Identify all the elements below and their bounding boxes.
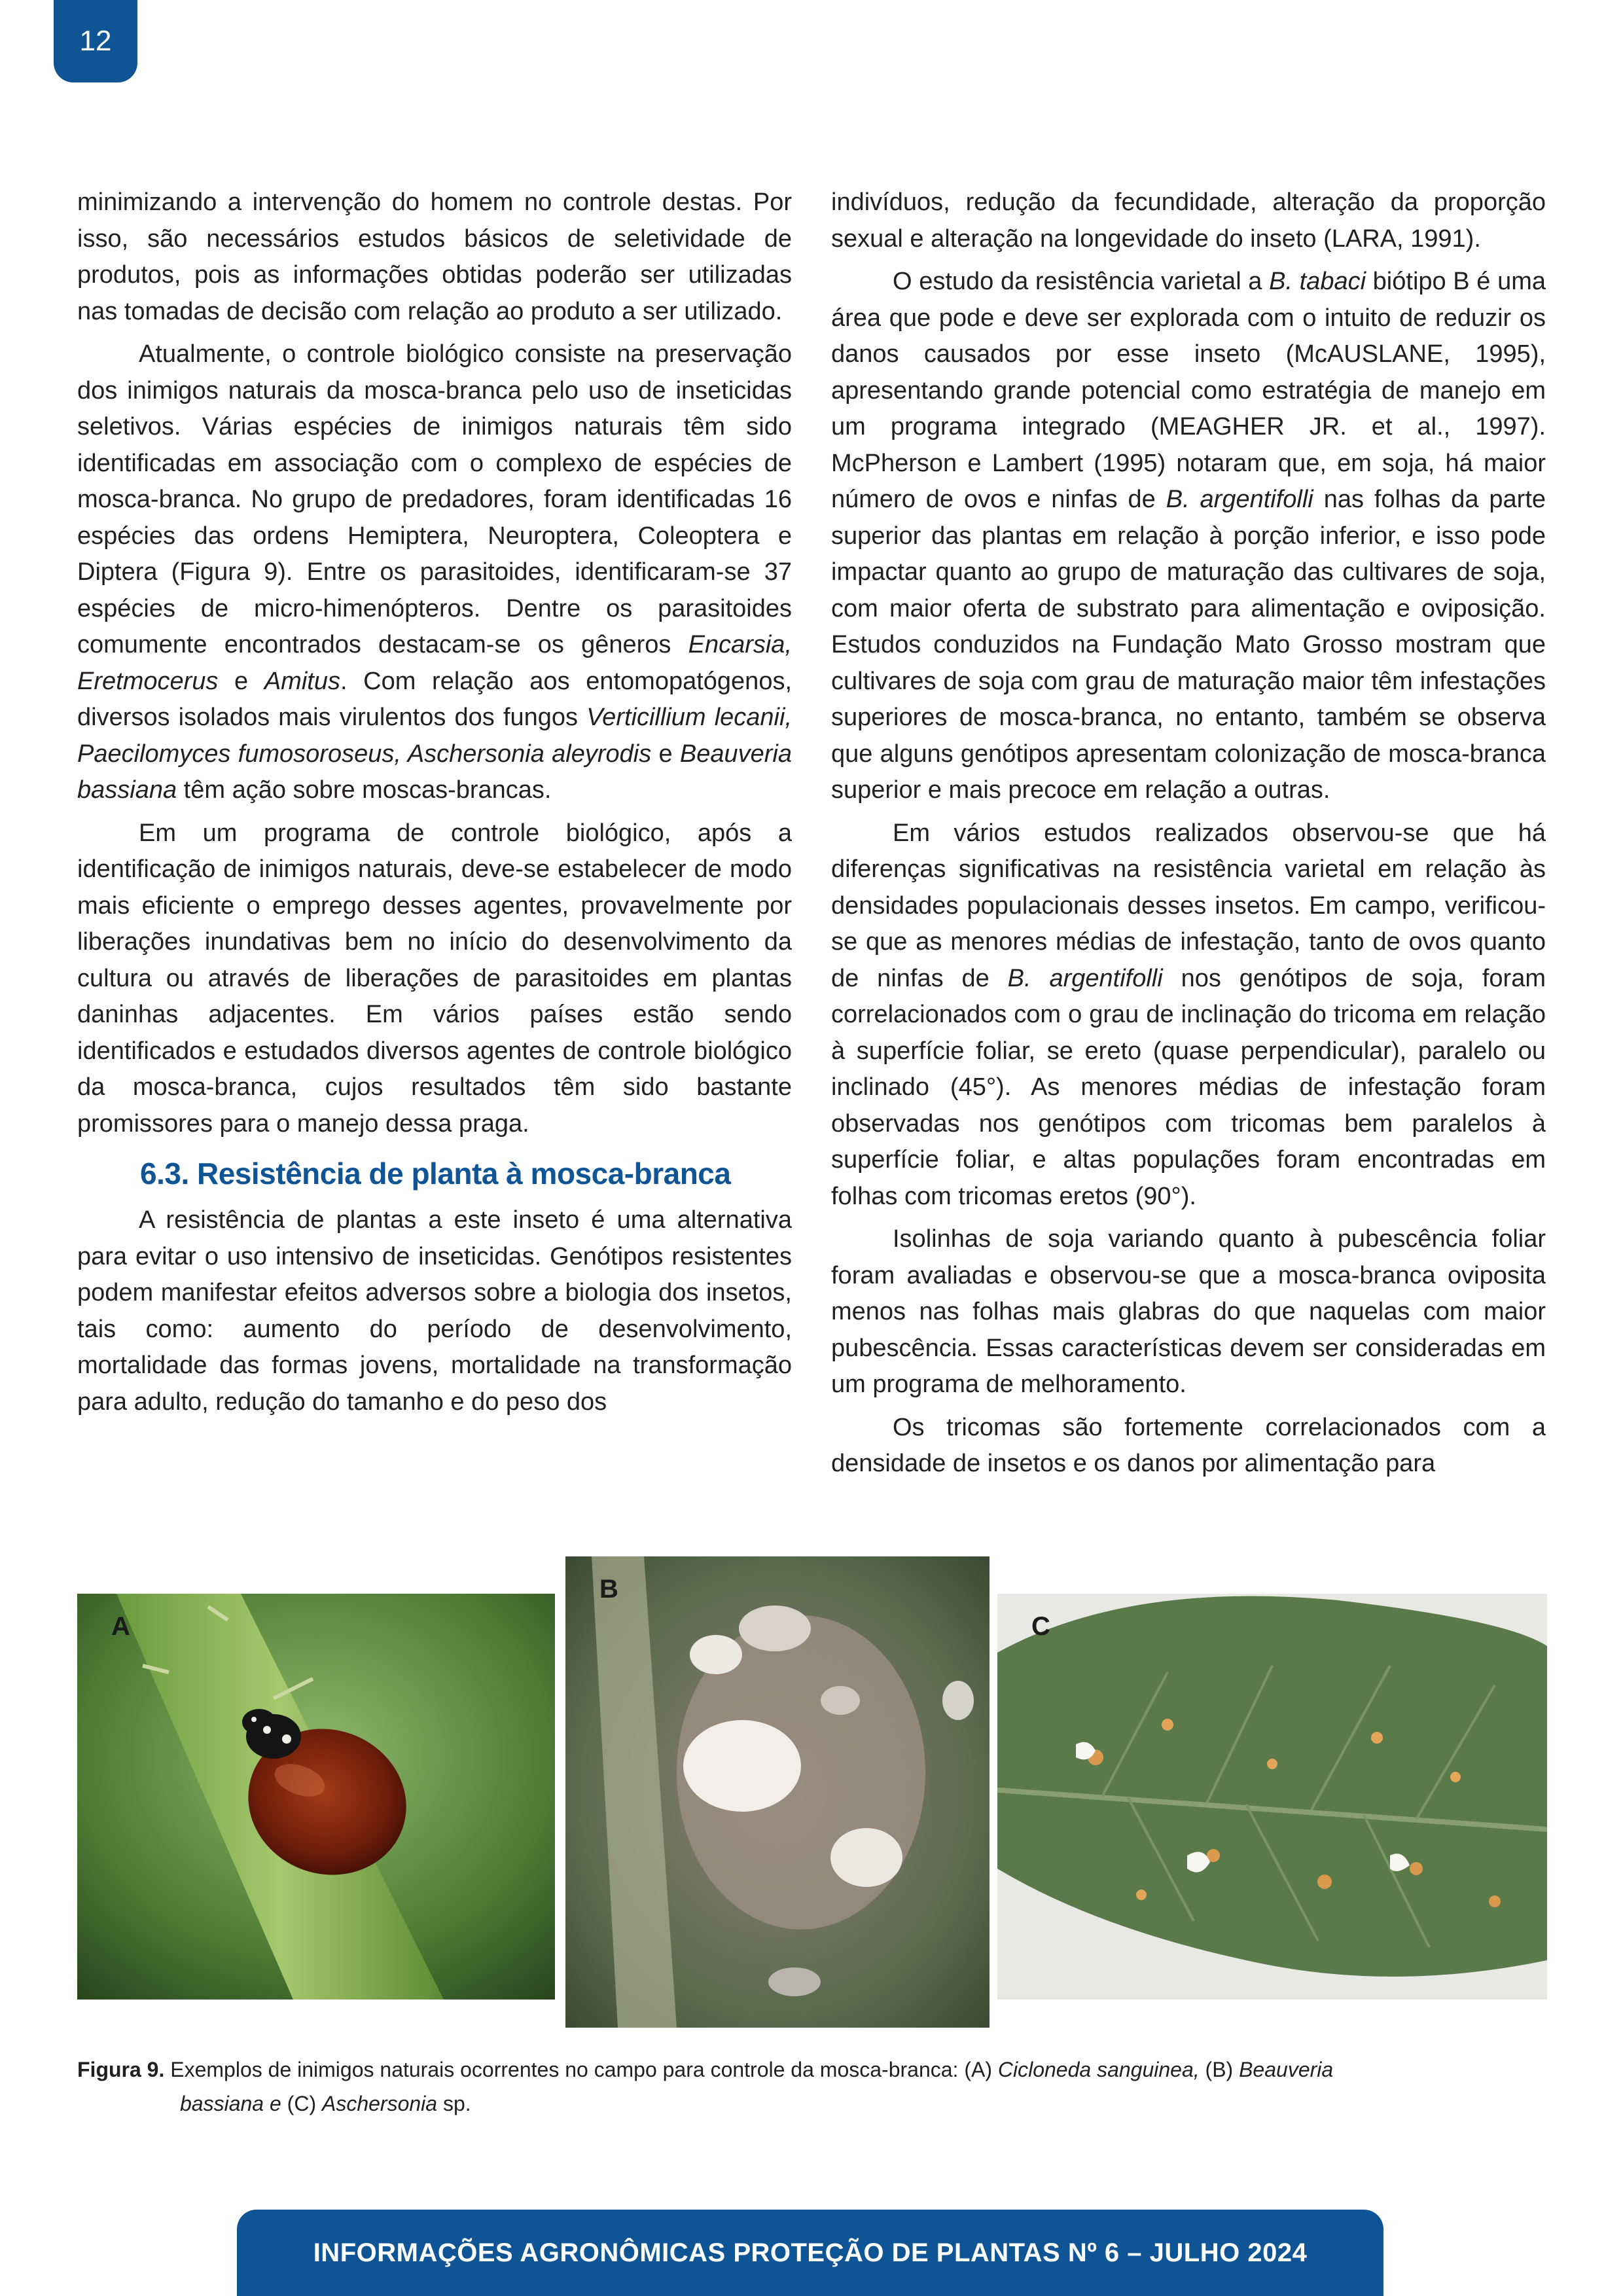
figure-label: A bbox=[111, 1612, 130, 1641]
paragraph: Em vários estudos realizados observou-se que há diferenças significativas na resistência varietal em relação às densidades populacionais desses insetos. Em campo, verificou-se que as menores médias de infestação, tanto de ovos quanto de ninfas de B. argentifolli nos genótipos de soja, foram correlacionados com o grau de inclinação do tricoma em relação à superfície foliar, se ereto (quase perpendicular), paralelo ou inclinado (45°). As menores médias de infestação foram observadas nos genótipos com tricomas bem paralelos à superfície foliar, e altas populações foram encontradas em folhas com tricomas eretos (90°). bbox=[831, 819, 1546, 1210]
paragraph: Atualmente, o controle biológico consiste na preservação dos inimigos naturais da mosca-branca pelo uso de inseticidas seletivos. Várias espécies de inimigos naturais têm sido identificadas em associação com o complexo de espécies de mosca-branca. No grupo de predadores, foram identificadas 16 espécies das ordens Hemiptera, Neuroptera, Coleoptera e Diptera (Figura 9). Entre os parasitoides, identificaram-se 37 espécies de micro-himenópteros. Dentre os parasitoides comumente encontrados destacam-se os gêneros Encarsia, Eretmocerus e Amitus. Com relação aos entomopatógenos, diversos isolados mais virulentos dos fungos Verticillium lecanii, Paecilomyces fumosoroseus, Aschersonia aleyrodis e Beauveria bassiana têm ação sobre moscas-brancas. bbox=[77, 340, 793, 804]
left-column bbox=[77, 185, 792, 1427]
figure-label: C bbox=[1031, 1612, 1050, 1641]
ladybird-illustration bbox=[77, 1594, 555, 2000]
paragraph: Isolinhas de soja variando quanto à pubescência foliar foram avaliadas e observou-se que a mosca-branca oviposita menos nas folhas mais glabras do que naquelas com maior pubescência. Essas características devem ser consideradas em um programa de melhoramento. bbox=[831, 1225, 1546, 1398]
figure-label: B bbox=[599, 1575, 618, 1604]
section-heading: 6.3. Resistência de planta à mosca-branca bbox=[140, 1157, 731, 1191]
figure-caption: Figura 9. Exemplos de inimigos naturais ocorrentes no campo para controle da mosca-branca: (A) Cicloneda sanguinea, (B) Beauveria bassiana e (C) Aschersonia sp. bbox=[77, 2058, 1334, 2115]
page-number: 12 bbox=[54, 0, 137, 82]
photo-ladybird bbox=[77, 1594, 555, 2000]
photo-fungus bbox=[565, 1556, 990, 2028]
fungus-illustration bbox=[565, 1556, 990, 2028]
photo-leaf bbox=[997, 1594, 1547, 2000]
paragraph: O estudo da resistência varietal a B. tabaci biótipo B é uma área que pode e deve ser explorada com o intuito de reduzir os danos causados por esse inseto (McAUSLANE, 1995), apresentando grande potencial como estratégia de manejo em um programa integrado (MEAGHER JR. et al., 1997). McPherson e Lambert (1995) notaram que, em soja, há maior número de ovos e ninfas de B. argentifolli nas folhas da parte superior das plantas em relação à porção inferior, e isso pode impactar quanto ao grupo de maturação das cultivares de soja, com maior oferta de substrato para alimentação e oviposição. Estudos conduzidos na Fundação Mato Grosso mostram que cultivares de soja com grau de maturação maior têm infestações superiores de mosca-branca, no entanto, também se observa que alguns genótipos apresentam colonização de mosca-branca superior e mais precoce em relação a outras. bbox=[831, 268, 1546, 804]
paragraph: A resistência de plantas a este inseto é uma alternativa para evitar o uso intensivo de inseticidas. Genótipos resistentes podem manifestar efeitos adversos sobre a biologia dos insetos, tais como: aumento do período de desenvolvimento, mortalidade das formas jovens, mortalidade na transformação para adulto, redução do tamanho e do peso dos bbox=[77, 1206, 792, 1416]
paragraph: Os tricomas são fortemente correlacionados com a densidade de insetos e os danos por alimentação para bbox=[831, 1413, 1546, 1477]
paragraph: Em um programa de controle biológico, após a identificação de inimigos naturais, deve-se estabelecer de modo mais eficiente o emprego desses agentes, provavelmente por liberações inundativas bem no início do desenvolvimento da cultura ou através de liberações de parasitoides em plantas daninhas adjacentes. Em vários países estão sendo identificados e estudados diversos agentes de controle biológico da mosca-branca, cujos resultados têm sido bastante promissores para o manejo dessa praga. bbox=[77, 819, 792, 1138]
leaf-illustration bbox=[997, 1594, 1547, 2000]
paragraph: indivíduos, redução da fecundidade, alteração da proporção sexual e alteração na longevidade do inseto (LARA, 1991). bbox=[831, 188, 1546, 253]
paragraph: minimizando a intervenção do homem no controle destas. Por isso, são necessários estudos básicos de seletividade de produtos, pois as informações obtidas poderão ser utilizadas nas tomadas de decisão com relação ao produto a ser utilizado. bbox=[77, 188, 792, 325]
footer-banner: INFORMAÇÕES AGRONÔMICAS PROTEÇÃO DE PLANTAS Nº 6 – JULHO 2024 bbox=[237, 2210, 1383, 2296]
right-column bbox=[831, 185, 1546, 1489]
